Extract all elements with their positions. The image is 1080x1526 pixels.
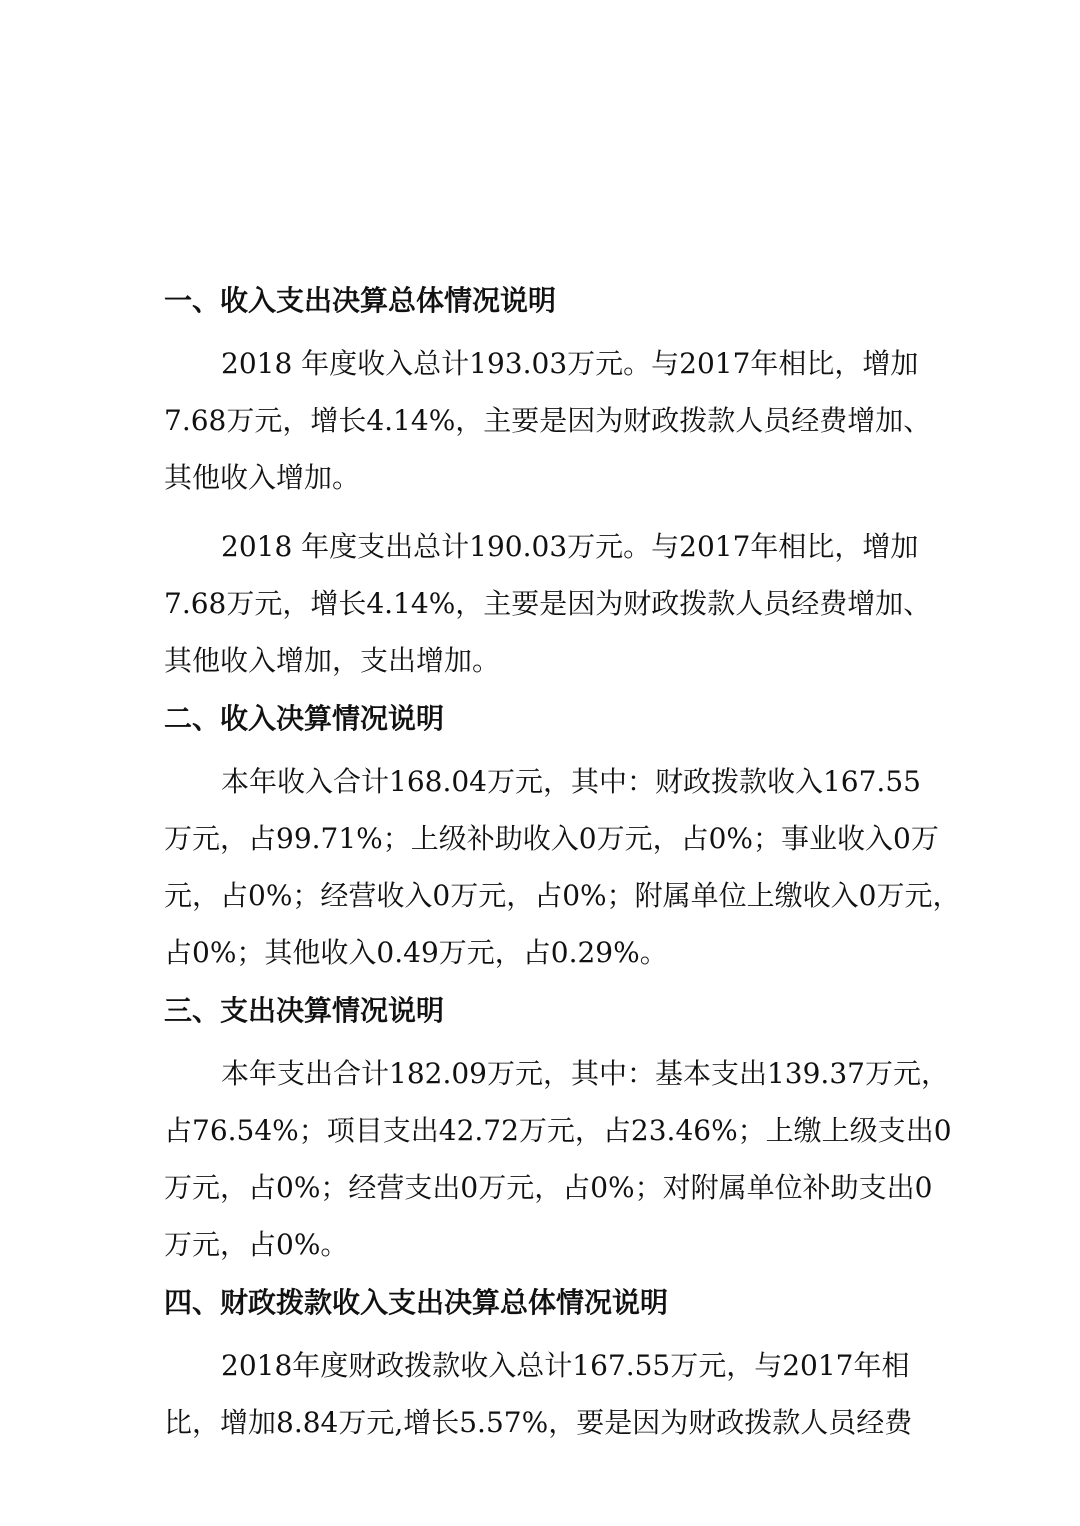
text-line: 万元，占99.71%；上级补助收入0万元，占0%；事业收入0万 — [164, 822, 939, 855]
paragraph — [164, 1045, 952, 1273]
text-line: 2018 年度收入总计193.03万元。与2017年相比，增加 — [221, 347, 919, 380]
section-heading: 四、财政拨款收入支出决算总体情况说明 — [164, 1286, 669, 1319]
paragraph — [164, 518, 932, 689]
text-line: 占0%；其他收入0.49万元，占0.29%。 — [164, 936, 668, 969]
paragraph — [164, 1337, 924, 1451]
text-line: 本年支出合计182.09万元，其中：基本支出139.37万元， — [221, 1057, 949, 1090]
text-line: 占76.54%；项目支出42.72万元，占23.46%；上缴上级支出0 — [164, 1114, 952, 1147]
text-line: 万元，占0%；经营支出0万元，占0%；对附属单位补助支出0 — [164, 1171, 933, 1204]
section-heading: 二、收入决算情况说明 — [164, 702, 445, 735]
paragraph — [164, 753, 961, 981]
text-line: 本年收入合计168.04万元，其中：财政拨款收入167.55 — [221, 765, 921, 798]
text-line: 万元，占0%。 — [164, 1228, 349, 1261]
text-line: 元，占0%；经营收入0万元，占0%；附属单位上缴收入0万元， — [164, 879, 961, 912]
text-line: 其他收入增加，支出增加。 — [164, 644, 501, 677]
text-line: 比，增加8.84万元,增长5.57%，要是因为财政拨款人员经费 — [164, 1406, 913, 1439]
section-heading: 一、收入支出决算总体情况说明 — [164, 284, 557, 317]
document-page — [164, 283, 961, 1463]
text-line: 其他收入增加。 — [164, 461, 361, 494]
section-heading: 三、支出决算情况说明 — [164, 994, 445, 1027]
paragraph — [164, 335, 932, 506]
text-line: 7.68万元，增长4.14%，主要是因为财政拨款人员经费增加、 — [164, 404, 932, 437]
text-line: 2018年度财政拨款收入总计167.55万元，与2017年相 — [221, 1349, 910, 1382]
text-line: 2018 年度支出总计190.03万元。与2017年相比，增加 — [221, 530, 919, 563]
text-line: 7.68万元，增长4.14%，主要是因为财政拨款人员经费增加、 — [164, 587, 932, 620]
